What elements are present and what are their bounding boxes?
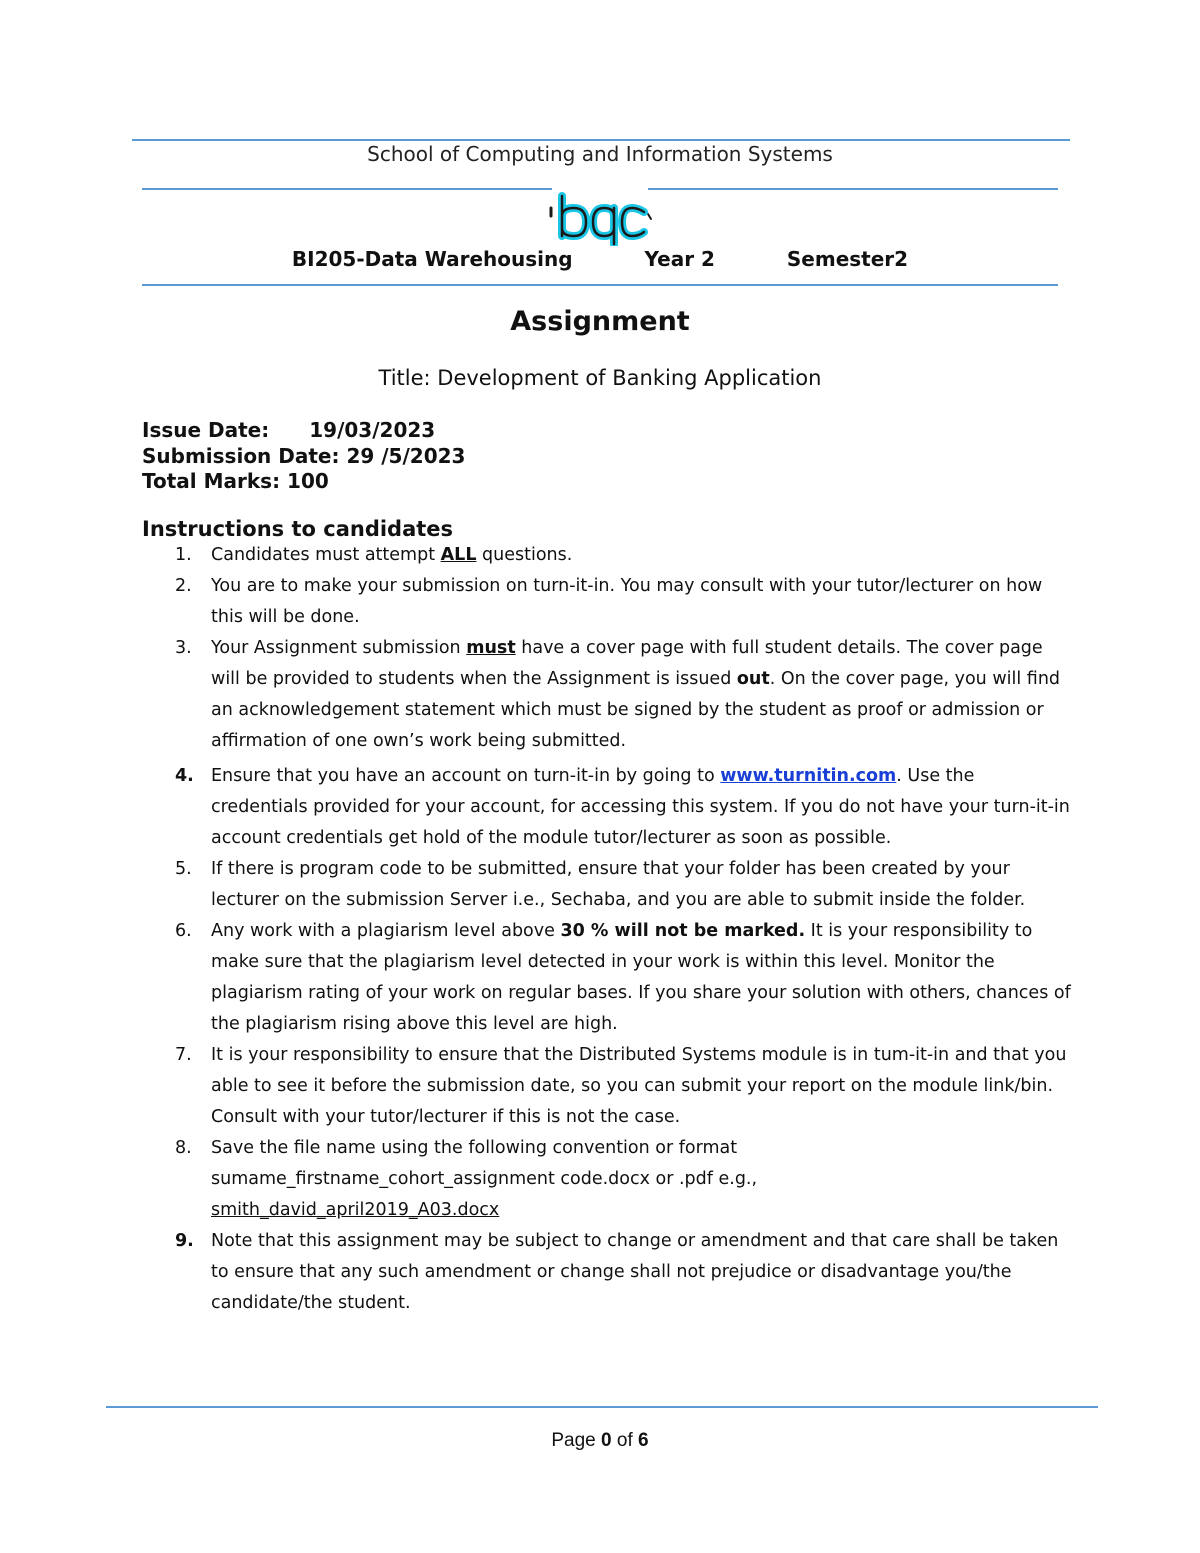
list-item: 1. Candidates must attempt ALL questions.	[175, 545, 573, 565]
total-marks-value: 100	[287, 469, 329, 493]
list-item: 9. Note that this assignment may be subject to change or amendment and that care shall be taken to ensure that any such amendment or change shall not prejudice or disadvantage you/the candidate/the student.	[175, 1231, 1059, 1313]
document-heading: Assignment	[510, 306, 690, 337]
submission-date	[142, 444, 465, 468]
instructions-heading: Instructions to candidates	[142, 517, 454, 541]
assignment-title: Title: Development of Banking Application	[378, 366, 822, 390]
total-marks-label: Total Marks:	[142, 469, 281, 493]
list-item: 4. Ensure that you have an account on turn-it-in by going to www.turnitin.com. Use the credentials provided for your account, for accessing this system. If you do not have your turn-it-in account credentials get hold of the module tutor/lecturer as soon as possible.	[175, 766, 1070, 848]
header-rule-right	[648, 188, 1058, 190]
issue-date-label: Issue Date:	[142, 418, 270, 442]
list-item: 5. If there is program code to be submitted, ensure that your folder has been created by your lecturer on the submission Server i.e., Sechaba, and you are able to submit inside the folder.	[175, 859, 1026, 910]
issue-date-value: 19/03/2023	[309, 418, 436, 442]
total-marks	[142, 469, 329, 493]
page-number: Page 0 of 6	[551, 1430, 649, 1451]
submission-date-label: Submission Date:	[142, 444, 340, 468]
list-item: 2. You are to make your submission on turn-it-in. You may consult with your tutor/lecturer on how this will be done.	[175, 576, 1043, 627]
list-item: 3. Your Assignment submission must have a cover page with full student details. The cover page will be provided to students when the Assignment is issued out. On the cover page, you will find an acknowledgement statement which must be signed by the student as proof or admission or affirmation of one own’s work being submitted.	[175, 638, 1061, 751]
year-label: Year 2	[644, 247, 715, 271]
bac-logo	[546, 186, 656, 246]
submission-date-value: 29 /5/2023	[346, 444, 466, 468]
school-name: School of Computing and Information Systems	[367, 142, 833, 166]
module-code: BI205-Data Warehousing	[291, 247, 573, 271]
module-info-row	[0, 247, 1200, 271]
header-bottom-rule	[142, 284, 1058, 286]
list-item: 7. It is your responsibility to ensure that the Distributed Systems module is in tum-it-in and that you able to see it before the submission date, so you can submit your report on the module link/bin. Consult with your tutor/lecturer if this is not the case.	[175, 1045, 1067, 1127]
turnitin-link[interactable]: www.turnitin.com	[720, 766, 897, 786]
instructions-list	[142, 540, 1072, 1319]
list-item: 8. Save the file name using the following convention or format sumame_firstname_cohort_assignment code.docx or .pdf e.g., smith_david_april2019_A03.docx	[175, 1138, 758, 1220]
semester-label: Semester2	[786, 247, 909, 271]
header-rule-left	[142, 188, 552, 190]
header-top-rule	[132, 139, 1070, 141]
list-item: 6. Any work with a plagiarism level above 30 % will not be marked. It is your responsibility to make sure that the plagiarism level detected in your work is within this level. Monitor the plagiarism rating of your work on regular bases. If you share your solution with others, chances of the plagiarism rising above this level are high.	[175, 921, 1071, 1034]
footer-rule	[106, 1406, 1098, 1408]
issue-date	[142, 418, 435, 442]
